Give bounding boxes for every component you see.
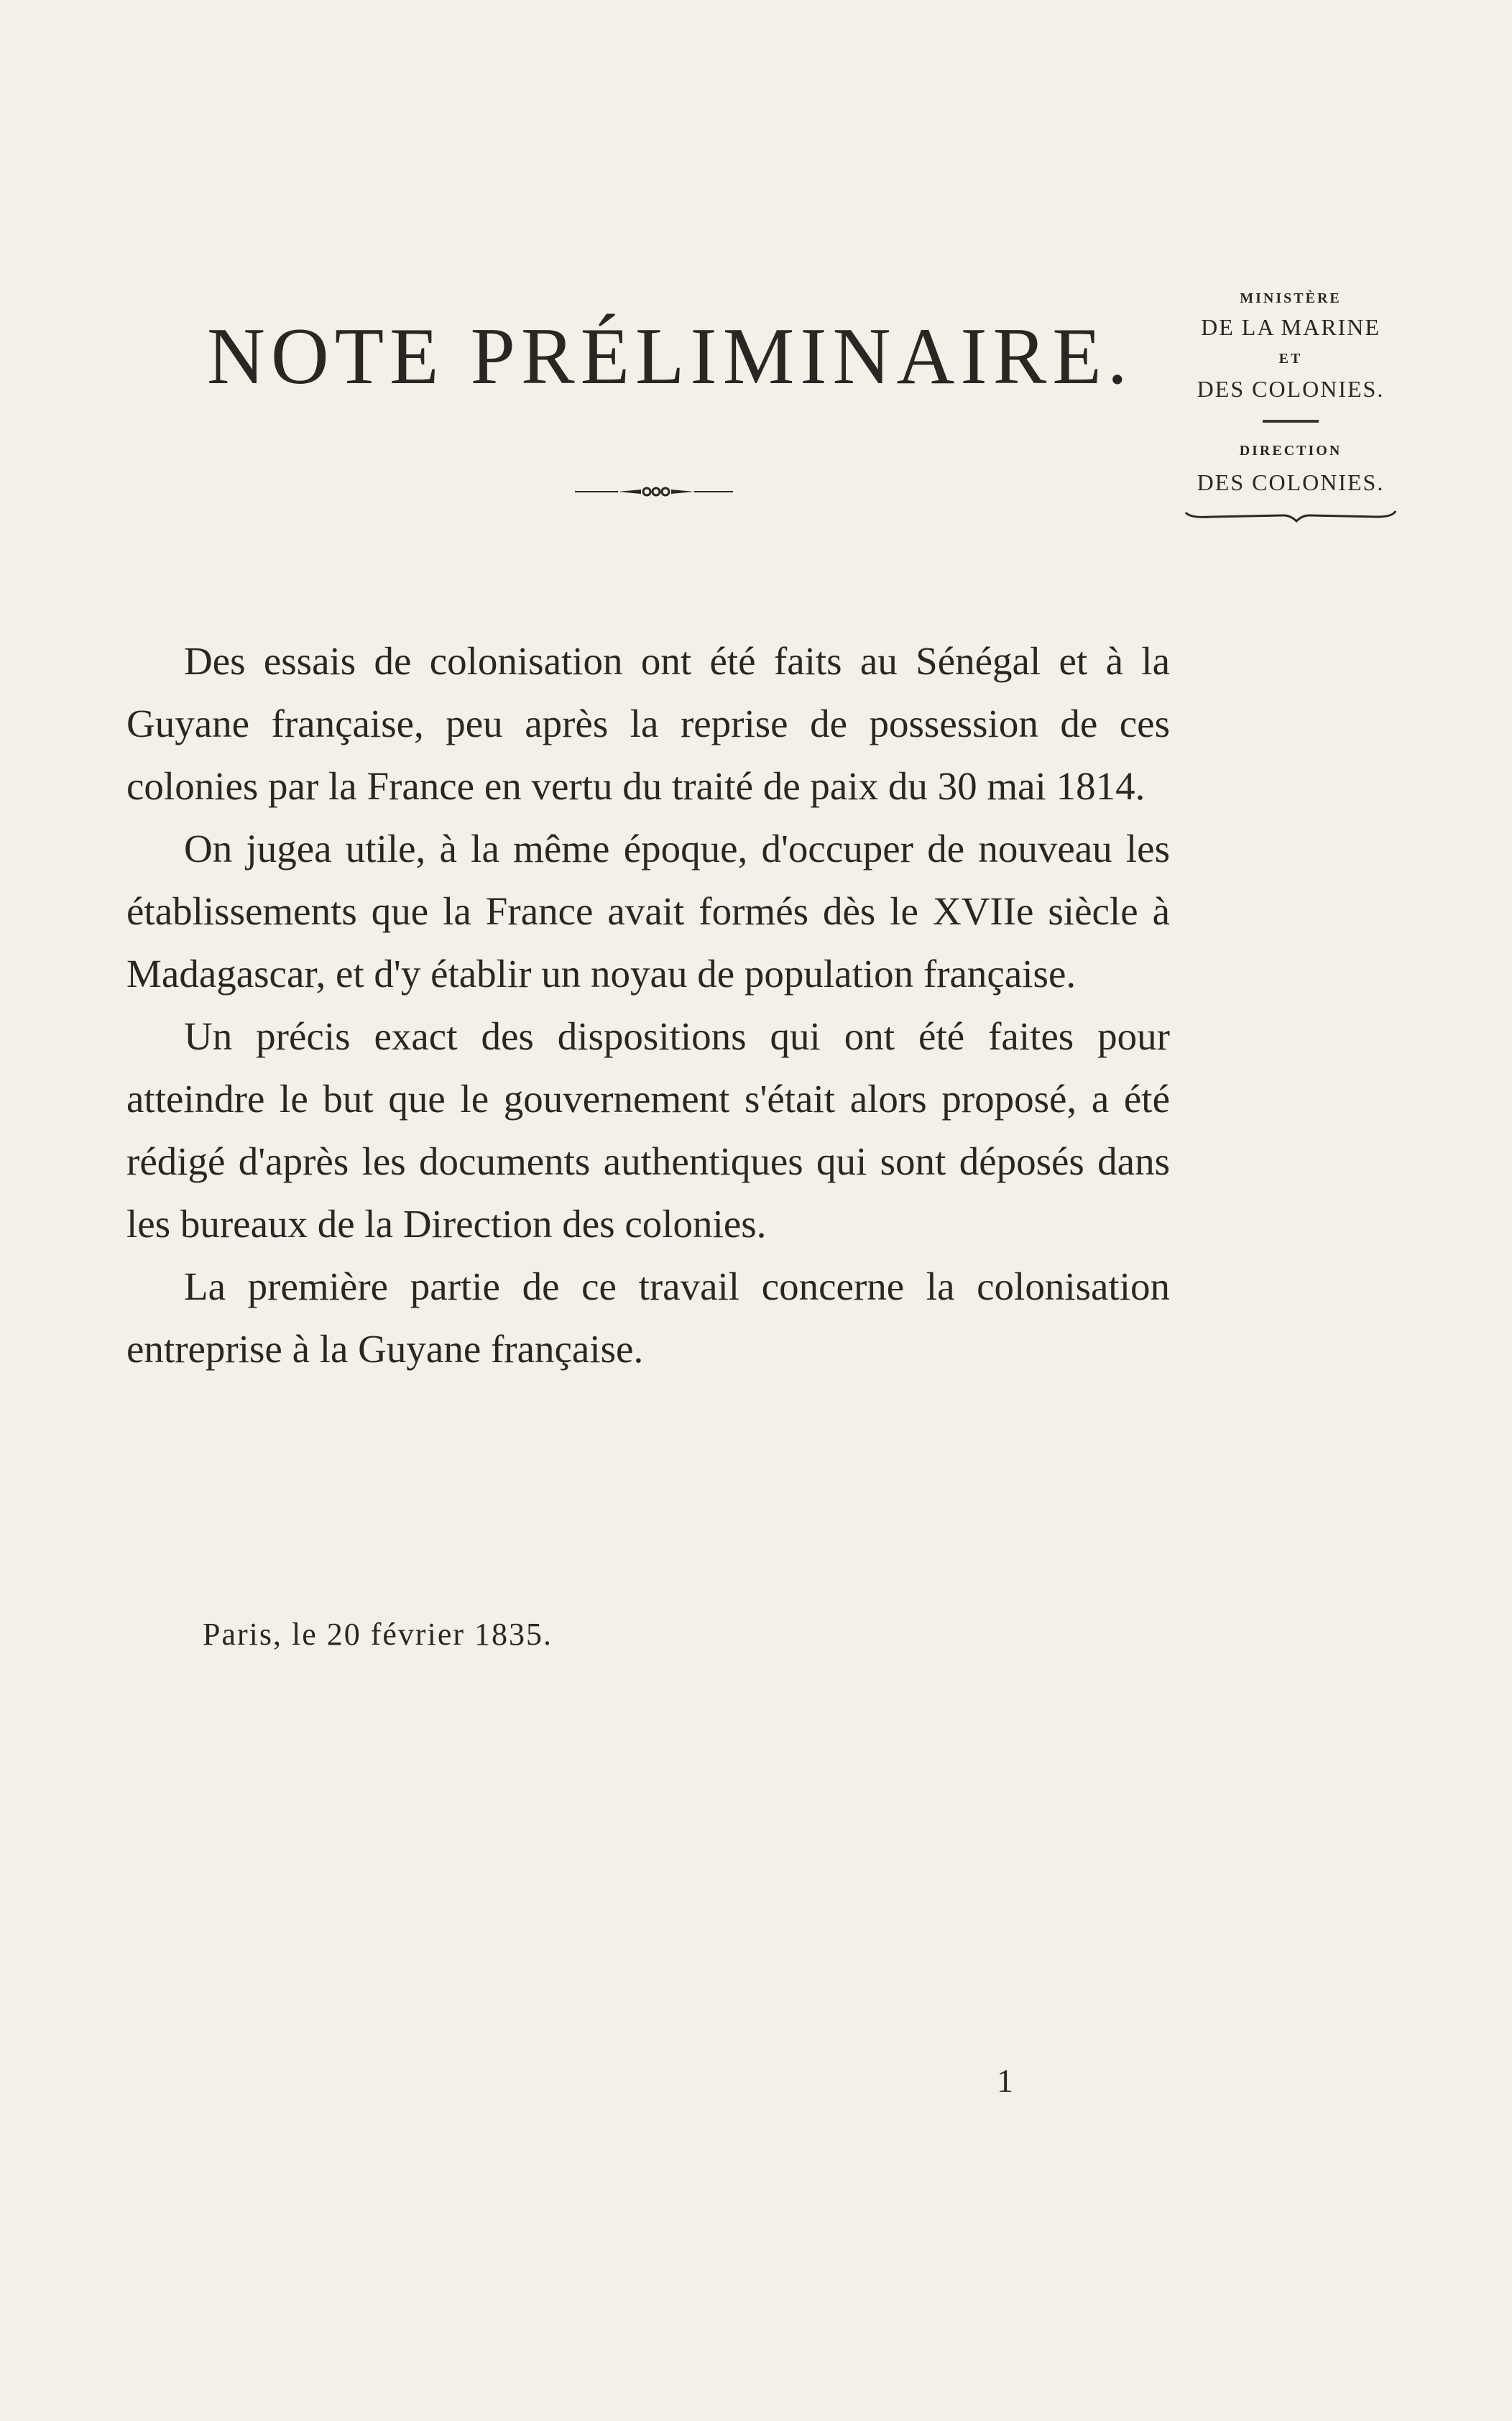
page-title: NOTE PRÉLIMINAIRE. (207, 312, 1133, 401)
flourish-icon (1183, 508, 1398, 524)
direction-label: DIRECTION (1239, 442, 1342, 459)
paragraph: Un précis exact des dispositions qui ont été faites pour atteindre le but que le gouvernement s'était alors proposé, a été rédigé d'après les documents authentiques qui sont déposés dans les bureaux de la Direction des colonies. (126, 1014, 1170, 1246)
dateline: Paris, le 20 février 1835. (203, 1617, 553, 1652)
paragraph: Des essais de colonisation ont été faits au Sénégal et à la Guyane française, peu après la reprise de possession de ces colonies par la France en vertu du traité de paix du 30 mai 1814. (126, 639, 1170, 808)
paragraph: On jugea utile, à la même époque, d'occuper de nouveau les établissements que la France avait formés dès le XVIIe siècle à Madagascar, et d'y établir un noyau de population française. (126, 827, 1170, 996)
ministry-colonies: DES COLONIES. (1197, 375, 1385, 402)
ministry-header (1176, 290, 1406, 524)
page-number: 1 (997, 2062, 1013, 2099)
divider (1263, 420, 1319, 423)
ministry-label: MINISTÈRE (1240, 290, 1342, 306)
body-text (126, 630, 1170, 1380)
direction-name: DES COLONIES. (1197, 469, 1385, 495)
paragraph: La première partie de ce travail concerne la colonisation entreprise à la Guyane française. (126, 1264, 1170, 1371)
ornament-divider-icon (575, 486, 733, 497)
ministry-name: DE LA MARINE (1201, 314, 1380, 340)
ministry-conjunction: ET (1278, 350, 1303, 367)
